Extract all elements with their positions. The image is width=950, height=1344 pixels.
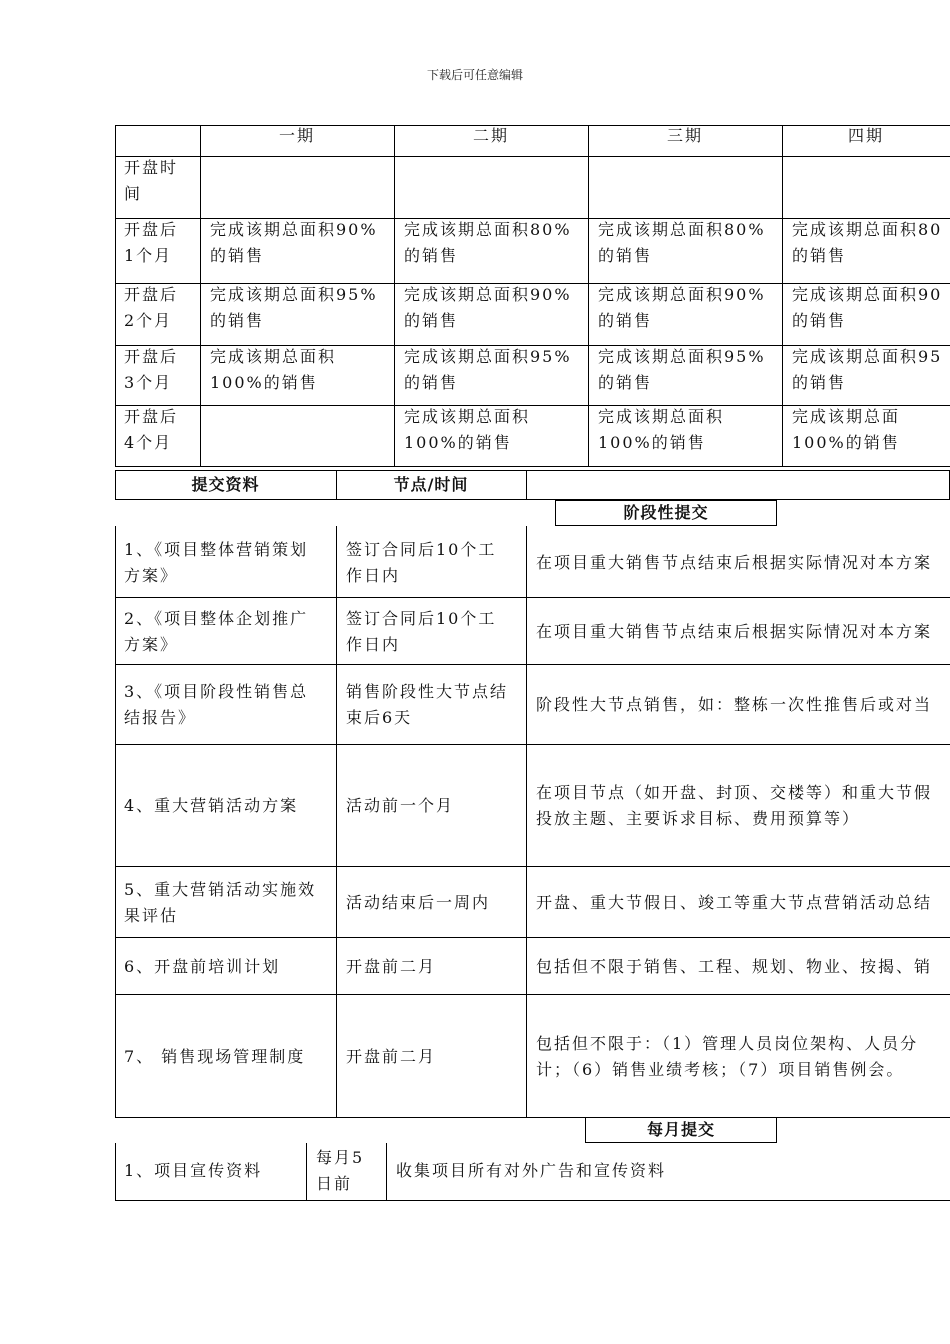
stage-time: 活动结束后一周内	[346, 892, 491, 912]
schedule-cell: 完成该期总面积90%	[210, 220, 378, 239]
stage-description: 包括但不限于：（1）管理人员岗位架构、人员分	[536, 1033, 919, 1053]
stage-item: 7、 销售现场管理制度	[124, 1046, 306, 1066]
stage-time: 束后6天	[346, 708, 413, 727]
schedule-cell: 完成该期总面积95%	[210, 285, 378, 304]
stage-description: 阶段性大节点销售，如：整栋一次性推售后或对当	[536, 695, 933, 714]
submission-column-header: 提交资料	[191, 475, 260, 494]
schedule-row-label: 开盘后	[124, 407, 179, 426]
schedule-cell: 100%的销售	[210, 373, 318, 392]
stage-time: 作日内	[346, 634, 401, 654]
column-divider	[386, 1143, 387, 1201]
row-divider	[115, 937, 950, 938]
schedule-cell: 的销售	[792, 246, 847, 265]
schedule-cell: 的销售	[404, 373, 459, 392]
schedule-column-header: 二期	[472, 126, 509, 145]
page-header-note: 下载后可任意编辑	[426, 68, 523, 82]
row-divider	[115, 664, 950, 665]
stage-item: 果评估	[124, 905, 179, 925]
schedule-cell: 完成该期总面积80	[792, 220, 943, 239]
monthly-time: 日前	[316, 1174, 353, 1193]
schedule-cell: 的销售	[598, 246, 653, 265]
schedule-row-label: 4个月	[124, 433, 173, 452]
schedule-cell: 完成该期总面积	[404, 407, 531, 426]
row-divider	[115, 994, 950, 995]
schedule-cell: 100%的销售	[598, 433, 706, 452]
stage-description: 开盘、重大节假日、竣工等重大节点营销活动总结	[536, 892, 933, 912]
stage-item: 6、开盘前培训计划	[124, 956, 281, 976]
stage-time: 销售阶段性大节点结	[346, 682, 509, 701]
stage-item: 方案》	[124, 634, 179, 654]
column-divider	[394, 125, 395, 466]
stage-time: 签订合同后10个工	[346, 539, 497, 559]
stage-item: 5、重大营销活动实施效	[124, 879, 317, 899]
schedule-cell: 完成该期总面积90	[792, 285, 943, 304]
column-divider	[526, 526, 527, 1117]
stage-time: 开盘前二月	[346, 1046, 437, 1066]
schedule-column-header: 一期	[278, 126, 315, 145]
stage-description: 包括但不限于销售、工程、规划、物业、按揭、销	[536, 956, 933, 976]
stage-time: 签订合同后10个工	[346, 608, 497, 628]
schedule-cell: 100%的销售	[792, 433, 900, 452]
stage-item: 方案》	[124, 565, 179, 585]
monthly-description: 收集项目所有对外广告和宣传资料	[396, 1161, 667, 1180]
schedule-cell: 的销售	[598, 311, 653, 330]
stage-time: 活动前一个月	[346, 796, 455, 815]
schedule-row-label: 2个月	[124, 311, 173, 330]
schedule-cell: 完成该期总面积80%	[598, 220, 766, 239]
column-divider	[526, 470, 527, 500]
column-divider	[115, 125, 116, 466]
schedule-row-label: 间	[124, 184, 143, 203]
schedule-cell: 的销售	[404, 246, 459, 265]
row-divider	[115, 597, 950, 598]
schedule-row-label: 开盘时	[124, 158, 179, 177]
stage-time: 作日内	[346, 565, 401, 585]
schedule-cell: 完成该期总面积80%	[404, 220, 572, 239]
stage-item: 3、《项目阶段性销售总	[124, 682, 309, 701]
row-divider	[115, 744, 950, 745]
schedule-cell: 的销售	[792, 373, 847, 392]
schedule-row-label: 1个月	[124, 246, 173, 265]
monthly-submission-title-text: 每月提交	[646, 1120, 715, 1139]
schedule-cell: 的销售	[792, 311, 847, 330]
monthly-time: 每月5	[316, 1148, 365, 1167]
column-divider	[115, 526, 116, 1117]
schedule-row-label: 开盘后	[124, 220, 179, 239]
stage-description: 投放主题、主要诉求目标、费用预算等）	[536, 809, 861, 828]
schedule-cell: 完成该期总面积	[598, 407, 725, 426]
column-divider	[782, 125, 783, 466]
schedule-cell: 完成该期总面积	[210, 347, 337, 366]
schedule-cell: 100%的销售	[404, 433, 512, 452]
row-divider	[115, 466, 950, 467]
schedule-cell: 的销售	[598, 373, 653, 392]
schedule-cell: 完成该期总面积90%	[404, 285, 572, 304]
schedule-row-label: 开盘后	[124, 347, 179, 366]
schedule-cell: 的销售	[210, 246, 265, 265]
column-divider	[588, 125, 589, 466]
schedule-cell: 完成该期总面积95%	[598, 347, 766, 366]
schedule-cell: 完成该期总面积90%	[598, 285, 766, 304]
schedule-cell: 完成该期总面积95%	[404, 347, 572, 366]
stage-time: 开盘前二月	[346, 956, 437, 976]
schedule-row-label: 开盘后	[124, 285, 179, 304]
row-divider	[115, 1200, 950, 1201]
stage-item: 2、《项目整体企划推广	[124, 608, 309, 628]
schedule-column-header: 三期	[666, 126, 703, 145]
column-divider	[336, 526, 337, 1117]
schedule-cell: 完成该期总面	[792, 407, 901, 426]
schedule-cell: 完成该期总面积95	[792, 347, 943, 366]
schedule-column-header: 四期	[847, 126, 884, 145]
column-divider	[115, 1143, 116, 1201]
schedule-row-label: 3个月	[124, 373, 173, 392]
stage-description: 在项目重大销售节点结束后根据实际情况对本方案	[536, 552, 933, 572]
row-divider	[115, 1117, 950, 1118]
stage-item: 1、《项目整体营销策划	[124, 539, 309, 559]
row-divider	[115, 866, 950, 867]
column-divider	[306, 1143, 307, 1201]
stage-submission-title-text: 阶段性提交	[623, 503, 709, 522]
stage-description: 在项目重大销售节点结束后根据实际情况对本方案	[536, 621, 933, 641]
row-divider	[115, 156, 950, 157]
stage-description: 计；（6）销售业绩考核；（7）项目销售例会。	[536, 1059, 905, 1079]
submission-column-header: 节点/时间	[393, 475, 469, 494]
monthly-item: 1、项目宣传资料	[124, 1161, 263, 1180]
schedule-cell: 的销售	[404, 311, 459, 330]
column-divider	[200, 125, 201, 466]
stage-item: 结报告》	[124, 708, 197, 727]
schedule-cell: 的销售	[210, 311, 265, 330]
stage-description: 在项目节点（如开盘、封顶、交楼等）和重大节假	[536, 783, 933, 802]
stage-item: 4、重大营销活动方案	[124, 796, 299, 815]
